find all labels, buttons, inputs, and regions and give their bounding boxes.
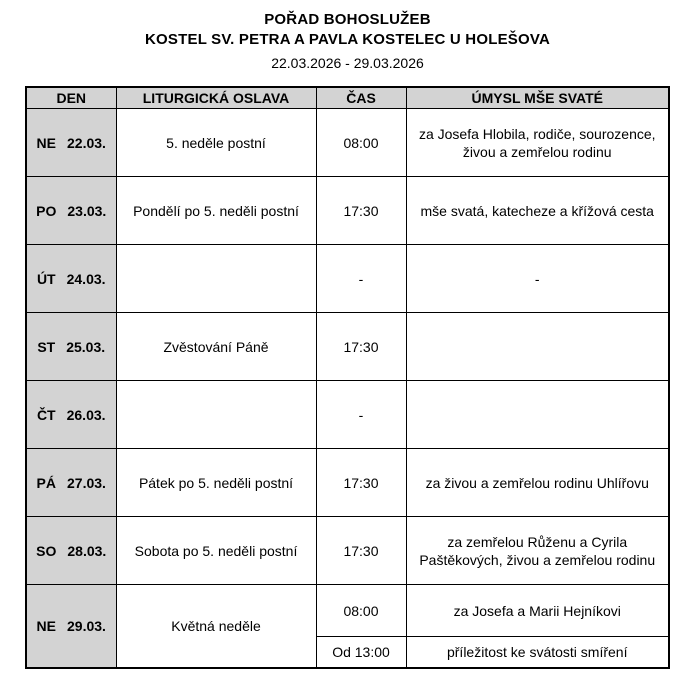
day-abbr: ST <box>37 338 56 355</box>
time-cell: 17:30 <box>316 449 406 517</box>
column-header-liturgicka-oslava: LITURGICKÁ OSLAVA <box>116 87 316 109</box>
day-abbr: PÁ <box>36 474 56 491</box>
day-date: 29.03. <box>67 618 106 635</box>
celebration-cell: Zvěstování Páně <box>116 313 316 381</box>
time-cell: - <box>316 381 406 449</box>
intention-cell <box>406 313 669 381</box>
celebration-cell: Květná neděle <box>116 585 316 668</box>
day-date: 25.03. <box>66 338 106 355</box>
day-cell <box>26 517 116 585</box>
table-header <box>26 87 669 109</box>
day-abbr: ČT <box>36 406 56 423</box>
day-abbr: NE <box>36 618 56 635</box>
day-cell <box>26 245 116 313</box>
day-date: 23.03. <box>67 202 107 219</box>
day-abbr: ÚT <box>36 270 56 287</box>
table-row <box>26 381 669 449</box>
day-cell <box>26 585 116 668</box>
day-cell <box>26 177 116 245</box>
intention-cell: mše svatá, katecheze a křížová cesta <box>406 177 669 245</box>
table-row <box>26 109 669 177</box>
intention-cell: za živou a zemřelou rodinu Uhlířovu <box>406 449 669 517</box>
day-cell <box>26 109 116 177</box>
day-date: 26.03. <box>66 406 106 423</box>
day-date: 27.03. <box>67 474 106 491</box>
column-header-cas: ČAS <box>316 87 406 109</box>
table-row <box>26 449 669 517</box>
intention-cell: za Josefa Hlobila, rodiče, sourozence, živou a zemřelou rodinu <box>406 109 669 177</box>
time-cell: Od 13:00 <box>316 637 406 668</box>
table-row <box>26 585 669 637</box>
column-header-den: DEN <box>26 87 116 109</box>
column-header-umysl: ÚMYSL MŠE SVATÉ <box>406 87 669 109</box>
day-abbr: PO <box>36 202 57 219</box>
header-row <box>26 87 669 109</box>
time-cell: 17:30 <box>316 177 406 245</box>
schedule-table <box>25 86 670 669</box>
page-subtitle: KOSTEL SV. PETRA A PAVLA KOSTELEC U HOLEŠOVA <box>145 31 550 49</box>
table-row <box>26 245 669 313</box>
table-row <box>26 517 669 585</box>
day-abbr: SO <box>36 542 57 559</box>
date-range: 22.03.2026 - 29.03.2026 <box>271 54 424 71</box>
day-date: 22.03. <box>67 134 106 151</box>
table-row <box>26 177 669 245</box>
table-row <box>26 313 669 381</box>
celebration-cell: Pátek po 5. neděli postní <box>116 449 316 517</box>
intention-cell: za Josefa a Marii Hejníkovi <box>406 585 669 637</box>
time-cell: 17:30 <box>316 517 406 585</box>
day-cell <box>26 449 116 517</box>
time-cell: 08:00 <box>316 109 406 177</box>
document-header <box>0 10 695 72</box>
day-cell <box>26 381 116 449</box>
day-cell <box>26 313 116 381</box>
time-cell: 08:00 <box>316 585 406 637</box>
celebration-cell: Pondělí po 5. neděli postní <box>116 177 316 245</box>
celebration-cell: Sobota po 5. neděli postní <box>116 517 316 585</box>
day-abbr: NE <box>36 134 56 151</box>
intention-cell: příležitost ke svátosti smíření <box>406 637 669 668</box>
time-cell: 17:30 <box>316 313 406 381</box>
day-date: 28.03. <box>67 542 107 559</box>
intention-cell <box>406 381 669 449</box>
celebration-cell: 5. neděle postní <box>116 109 316 177</box>
intention-cell: - <box>406 245 669 313</box>
time-cell: - <box>316 245 406 313</box>
celebration-cell <box>116 381 316 449</box>
page-title: POŘAD BOHOSLUŽEB <box>264 11 431 28</box>
day-date: 24.03. <box>66 270 106 287</box>
celebration-cell <box>116 245 316 313</box>
intention-cell: za zemřelou Růženu a Cyrila Paštěkových, živou a zemřelou rodinu <box>406 517 669 585</box>
